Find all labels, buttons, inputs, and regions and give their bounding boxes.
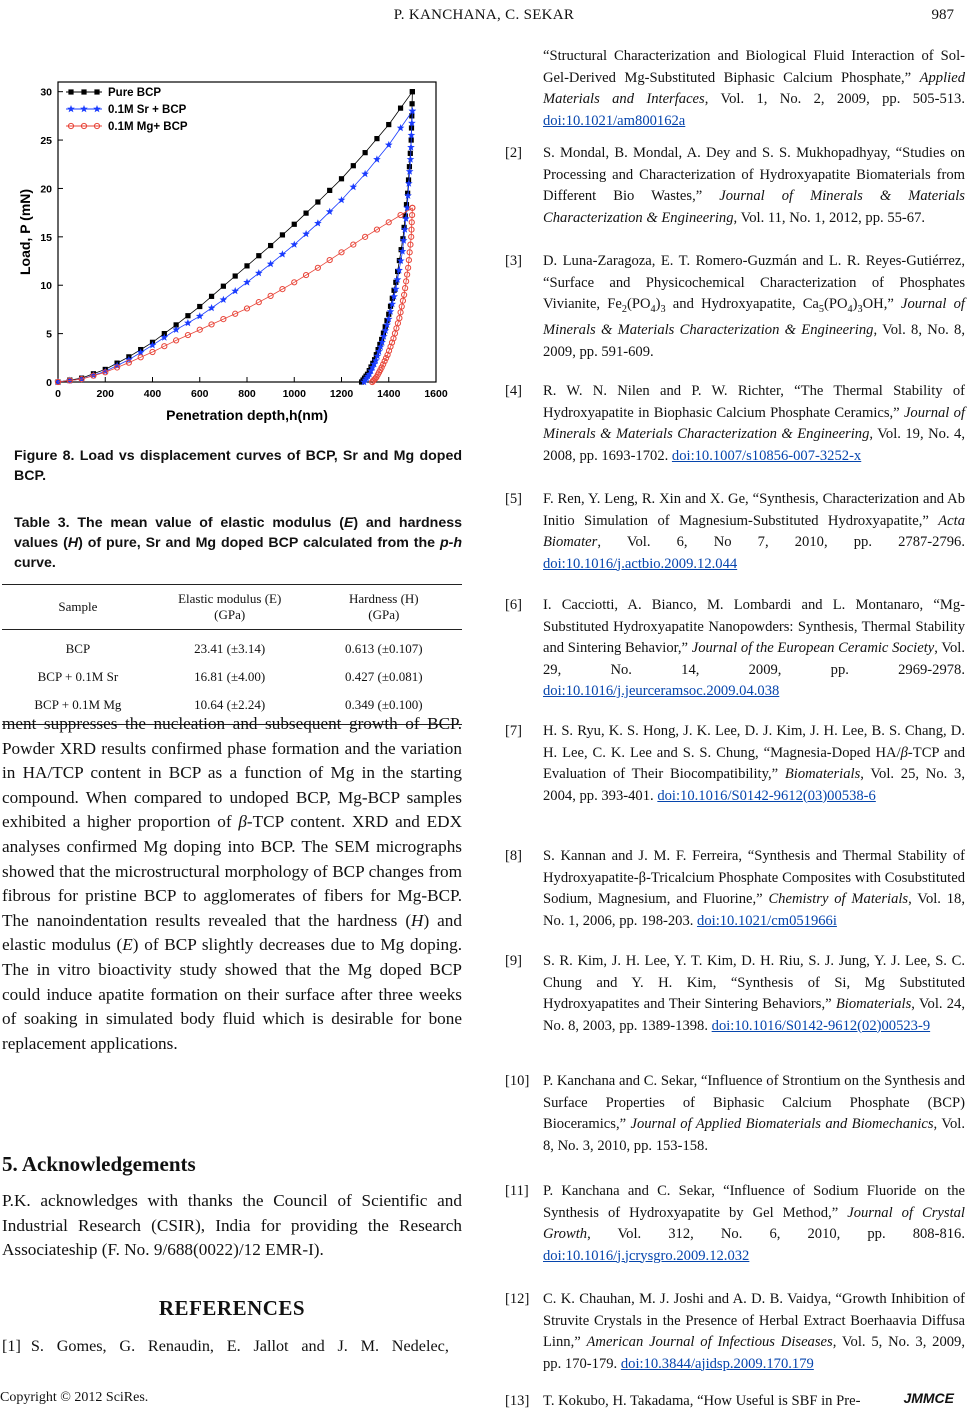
reference-number: [6] bbox=[505, 597, 523, 613]
reference-text: P. Kanchana and C. Sekar, “Influence of Sodium Fluoride on the Synthesis of Hydroxyapatite by Gel Method,” Journal of Crystal Growth, Vol. 312, No. 6, 2010, pp. 808-816. doi:10.1016/j.jcrysgro.2009.12.032 bbox=[543, 1183, 965, 1264]
page-header bbox=[0, 4, 968, 30]
data-point bbox=[233, 273, 238, 278]
page-footer bbox=[0, 1390, 968, 1410]
y-tick-label: 0 bbox=[46, 377, 52, 389]
data-point bbox=[149, 341, 157, 348]
reference-number: [12] bbox=[505, 1291, 530, 1307]
y-axis-label: Load, P (mN) bbox=[17, 188, 33, 276]
reference-item bbox=[505, 595, 965, 703]
series-loading-line bbox=[58, 111, 412, 382]
reference-text-start: S. Gomes, G. Renaudin, E. Jallot and J. M. Nedelec, bbox=[30, 1337, 449, 1355]
reference-number: [9] bbox=[505, 953, 523, 969]
chart-axes bbox=[17, 82, 448, 423]
data-point bbox=[197, 304, 202, 309]
data-point bbox=[385, 141, 393, 148]
header-hardness: Hardness (H) (GPa) bbox=[348, 591, 419, 622]
cell-modulus: 23.41 (±3.14) bbox=[194, 641, 266, 656]
reference-text: F. Ren, Y. Leng, R. Xin and X. Ge, “Synthesis, Characterization and Ab Initio Simulation of Magnesium-Substituted Hydroxyapatite,” Acta Biomater, Vol. 6, No 7, 2010, pp. 2787-2796. doi:10.1016/j.actbio.2009.12.044 bbox=[543, 491, 965, 572]
data-point bbox=[351, 163, 356, 168]
reference-number: [2] bbox=[505, 145, 523, 161]
reference-text: H. S. Ryu, K. S. Hong, J. K. Lee, D. J. Kim, J. H. Lee, B. S. Chang, D. H. Lee, C. K. Lee and S. S. Chung, “Magnesia-Doped HA/β-TCP and Evaluation of Their Biocompatibility,” Biomaterials, Vol. 25, No. 3, 2004, pp. 393-401. doi:10.1016/S0142-9612(03)00538-6 bbox=[543, 723, 965, 804]
data-point bbox=[303, 211, 308, 216]
series-circle bbox=[55, 205, 415, 384]
data-point bbox=[268, 243, 273, 248]
data-point bbox=[280, 232, 285, 237]
reference-item bbox=[505, 1289, 965, 1375]
journal-name: JMMCE bbox=[903, 1390, 954, 1406]
reference-item: “Structural Characterization and Biological Fluid Interaction of Sol-Gel-Derived Mg-Substituted Biphasic Calcium Phosphate,” Applied Materials and Interfaces, Vol. 1, No. 2, 2009, pp. 505-513. doi:10.1021/am800162a bbox=[543, 48, 966, 129]
data-point bbox=[209, 294, 214, 299]
reference-item bbox=[505, 846, 965, 932]
x-tick-label: 400 bbox=[143, 388, 162, 400]
legend-label: 0.1M Sr + BCP bbox=[108, 104, 187, 116]
cell-sample: BCP + 0.1M Sr bbox=[37, 669, 119, 684]
conclusion-paragraph: ment suppresses the nucleation and subsequent growth of BCP. Powder XRD results confirmed phase formation and the variation in HA/TCP content in BCP as a function of Mg in the starting compound. When compared to undoped BCP, Mg-BCP samples exhibited a higher proportion of β-TCP content. XRD and EDX analyses confirmed Mg doping into BCP. The SEM micrographs showed that the microstructural morphology of BCP changes from fibrous for pristine BCP to agglomerates of fibers for Mg-BCP. The nanoindentation results revealed that the hardness (H) and elastic modulus (E) of BCP slightly decreases due to Mg doping. The in vitro bioactivity study showed that the Mg doped BCP could induce apatite formation on their surface after three weeks of soaking in simulated body fluid which is desirable for bone replacement applications. bbox=[2, 714, 463, 1053]
acknowledgements-text: P.K. acknowledges with thanks the Council of Scientific and Industrial Research (CSIR), India for providing the Research Associateship (F. No. 9/688(0022)/12 EMR-I). bbox=[2, 1191, 462, 1260]
cell-hardness: 0.427 (±0.081) bbox=[345, 669, 423, 684]
y-tick-label: 20 bbox=[40, 183, 52, 196]
data-point bbox=[184, 319, 192, 326]
y-tick-label: 10 bbox=[40, 280, 52, 293]
reference-number: [13] bbox=[505, 1393, 530, 1409]
data-point bbox=[244, 263, 249, 268]
reference-item bbox=[505, 1071, 965, 1157]
reference-item bbox=[505, 251, 965, 363]
doi-link[interactable]: doi:10.1016/S0142-9612(03)00538-6 bbox=[657, 787, 876, 804]
reference-number: [1] bbox=[2, 1337, 21, 1355]
data-point bbox=[327, 188, 332, 193]
data-point bbox=[94, 89, 99, 94]
header-sample: Sample bbox=[58, 599, 98, 614]
data-point bbox=[410, 89, 415, 94]
doi-link[interactable]: doi:10.1007/s10856-007-3252-x bbox=[671, 447, 862, 464]
table-3 bbox=[2, 584, 462, 725]
data-point bbox=[339, 176, 344, 181]
reference-item bbox=[2, 1335, 462, 1359]
series-square bbox=[55, 89, 415, 385]
reference-item bbox=[505, 489, 965, 575]
data-point bbox=[256, 253, 261, 258]
data-point bbox=[315, 199, 320, 204]
reference-number: [10] bbox=[505, 1073, 530, 1089]
series-loading-line bbox=[58, 92, 412, 382]
doi-link[interactable]: doi:10.1021/am800162a bbox=[543, 112, 686, 129]
data-point bbox=[386, 122, 391, 127]
cell-modulus: 10.64 (±2.24) bbox=[194, 697, 266, 712]
reference-number: [4] bbox=[505, 383, 523, 399]
data-point bbox=[196, 312, 204, 319]
data-point bbox=[80, 105, 88, 112]
reference-number: [5] bbox=[505, 491, 523, 507]
header-modulus: Elastic modulus (E) (GPa) bbox=[178, 591, 282, 622]
figure-8-caption: Figure 8. Load vs displacement curves of BCP, Sr and Mg doped BCP. bbox=[14, 448, 462, 484]
cell-sample: BCP bbox=[65, 641, 91, 656]
doi-link[interactable]: doi:10.1016/S0142-9612(02)00523-9 bbox=[711, 1017, 931, 1034]
cell-hardness: 0.613 (±0.107) bbox=[345, 641, 423, 656]
data-point bbox=[221, 284, 226, 289]
reference-item bbox=[505, 721, 965, 807]
x-tick-label: 1200 bbox=[329, 388, 354, 400]
reference-text: S. R. Kim, J. H. Lee, Y. T. Kim, D. H. Riu, S. J. Jung, Y. J. Lee, S. C. Chung and Y. H. Kim, “Synthesis of Si, Mg Substituted Hydroxyapatites and Their Sintering Behaviors,” Biomaterials, Vol. 24, No. 8, 2003, pp. 1389-1398. doi:10.1016/S0142-9612(02)00523-9 bbox=[543, 953, 965, 1034]
data-point bbox=[398, 106, 403, 111]
references-heading: REFERENCES bbox=[158, 1296, 306, 1320]
chart-legend bbox=[66, 87, 188, 133]
reference-text: P. Kanchana and C. Sekar, “Influence of Strontium on the Synthesis and Surface Properties of Biphasic Calcium Phosphate (BCP) Bioceramics,” Journal of Applied Biomaterials and Biomechanics, Vol. 8, No. 3, 2010, pp. 153-158. bbox=[543, 1073, 965, 1154]
reference-text: I. Cacciotti, A. Bianco, M. Lombardi and L. Montanaro, “Mg-Substituted Hydroxyapatite Nanopowders: Synthesis, Thermal Stability and Sintering Behavior,” Journal of the European Ceramic Society, Vol. 29, No. 14, 2009, pp. 2969-2978. doi:10.1016/j.jeurceramsoc.2009.04.038 bbox=[543, 597, 965, 699]
data-point bbox=[93, 105, 101, 112]
reference-item bbox=[505, 143, 965, 229]
load-displacement-chart bbox=[17, 60, 450, 440]
legend-label: Pure BCP bbox=[108, 87, 162, 99]
x-tick-label: 200 bbox=[96, 388, 115, 400]
data-point bbox=[81, 89, 86, 94]
reference-text: S. Kannan and J. M. F. Ferreira, “Synthesis and Thermal Stability of Hydroxyapatite-β-Tricalcium Phosphate Composites with Cosubstituted Sodium, Magnesium, and Fluorine,” Chemistry of Materials, Vol. 18, No. 1, 2006, pp. 198-203. doi:10.1021/cm051966i bbox=[543, 848, 965, 929]
chart-marks bbox=[54, 89, 416, 385]
data-point bbox=[374, 136, 379, 141]
x-tick-label: 1600 bbox=[424, 388, 448, 400]
data-point bbox=[68, 89, 73, 94]
reference-item bbox=[505, 1181, 965, 1267]
doi-link[interactable]: doi:10.1016/j.actbio.2009.12.044 bbox=[543, 555, 738, 572]
legend-label: 0.1M Mg+ BCP bbox=[108, 121, 188, 133]
reference-text: R. W. N. Nilen and P. W. Richter, “The Thermal Stability of Hydroxyapatite in Biophasic Calcium Phosphate Ceramics,” Journal of Minerals & Materials Characterization & Engineering, Vol. 19, No. 4, 2008, pp. 1693-1702. doi:10.1007/s10856-007-3252-x bbox=[543, 383, 965, 464]
cell-hardness: 0.349 (±0.100) bbox=[345, 697, 423, 712]
reference-number: [7] bbox=[505, 723, 523, 739]
table-row bbox=[2, 663, 462, 691]
x-tick-label: 1000 bbox=[282, 388, 306, 400]
x-tick-label: 1400 bbox=[377, 388, 401, 400]
copyright-notice: Copyright © 2012 SciRes. bbox=[0, 1390, 149, 1405]
data-point bbox=[363, 150, 368, 155]
cell-modulus: 16.81 (±4.00) bbox=[194, 669, 266, 684]
reference-text: S. Mondal, B. Mondal, A. Dey and S. S. Mukhopadhyay, “Studies on Processing and Characterization of Hydroxyapatite Biomaterials from Different Bio Wastes,” Journal of Minerals & Materials Characterization & Engineering, Vol. 11, No. 1, 2012, pp. 55-67. bbox=[543, 145, 965, 226]
doi-link[interactable]: doi:10.1016/j.jcrysgro.2009.12.032 bbox=[543, 1247, 750, 1264]
doi-link[interactable]: doi:10.3844/ajidsp.2009.170.179 bbox=[620, 1355, 814, 1372]
reference-number: [11] bbox=[505, 1183, 529, 1199]
x-tick-label: 600 bbox=[190, 388, 209, 400]
y-tick-label: 25 bbox=[40, 135, 52, 148]
doi-link[interactable]: doi:10.1016/j.jeurceramsoc.2009.04.038 bbox=[543, 683, 780, 699]
reference-text: C. K. Chauhan, M. J. Joshi and A. D. B. Vaidya, “Growth Inhibition of Struvite Crystals in the Presence of Herbal Extract Boerhaavia Diffusa Linn,” American Journal of Infectious Diseases, Vol. 5, No. 3, 2009, pp. 170-179. doi:10.3844/ajidsp.2009.170.179 bbox=[543, 1291, 966, 1372]
reference-text: T. Kokubo, H. Takadama, “How Useful is SBF in Pre- bbox=[543, 1393, 861, 1409]
cell-sample: BCP + 0.1M Mg bbox=[34, 697, 122, 712]
y-tick-label: 5 bbox=[46, 328, 52, 341]
running-head-authors: P. KANCHANA, C. SEKAR bbox=[393, 7, 575, 23]
reference-item bbox=[505, 381, 965, 467]
series-unloading-line bbox=[364, 111, 413, 382]
table-3-caption: Table 3. The mean value of elastic modulus (E) and hardness values (H) of pure, Sr and Mg doped BCP calculated from the p-h curve. bbox=[14, 515, 463, 571]
table-header-row bbox=[2, 585, 462, 630]
acknowledgements-heading: 5. Acknowledgements bbox=[2, 1152, 196, 1176]
figure-8 bbox=[17, 60, 450, 440]
x-axis-label: Penetration depth,h(nm) bbox=[166, 407, 328, 423]
reference-text: D. Luna-Zaragoza, E. T. Romero-Guzmán and L. R. Reyes-Gutiérrez, “Surface and Physicochemical Characterization of Phosphates Vivianite, $Fe_2(PO_4)_3$ and Hydroxyapatite, $Ca_5(PO_4)_3OH$,” Journal of Minerals & Materials Characterization & Engineering, Vol. 8, No. 8, 2009, pp. 591-609. bbox=[543, 253, 965, 360]
reference-number: [3] bbox=[505, 253, 523, 269]
doi-link[interactable]: doi:10.1021/cm051966i bbox=[697, 912, 837, 929]
data-point bbox=[185, 313, 190, 318]
data-point bbox=[67, 105, 75, 112]
x-tick-label: 0 bbox=[55, 388, 61, 400]
x-tick-label: 800 bbox=[238, 388, 256, 400]
series-star bbox=[54, 107, 416, 385]
reference-item bbox=[505, 951, 965, 1037]
table-row bbox=[2, 630, 462, 664]
reference-number: [8] bbox=[505, 848, 523, 864]
data-point bbox=[409, 101, 414, 106]
y-tick-label: 15 bbox=[40, 231, 52, 244]
series-loading-line bbox=[58, 208, 412, 382]
data-point bbox=[397, 124, 405, 131]
data-point bbox=[292, 222, 297, 227]
y-tick-label: 30 bbox=[40, 86, 52, 99]
page-number: 987 bbox=[931, 7, 954, 23]
